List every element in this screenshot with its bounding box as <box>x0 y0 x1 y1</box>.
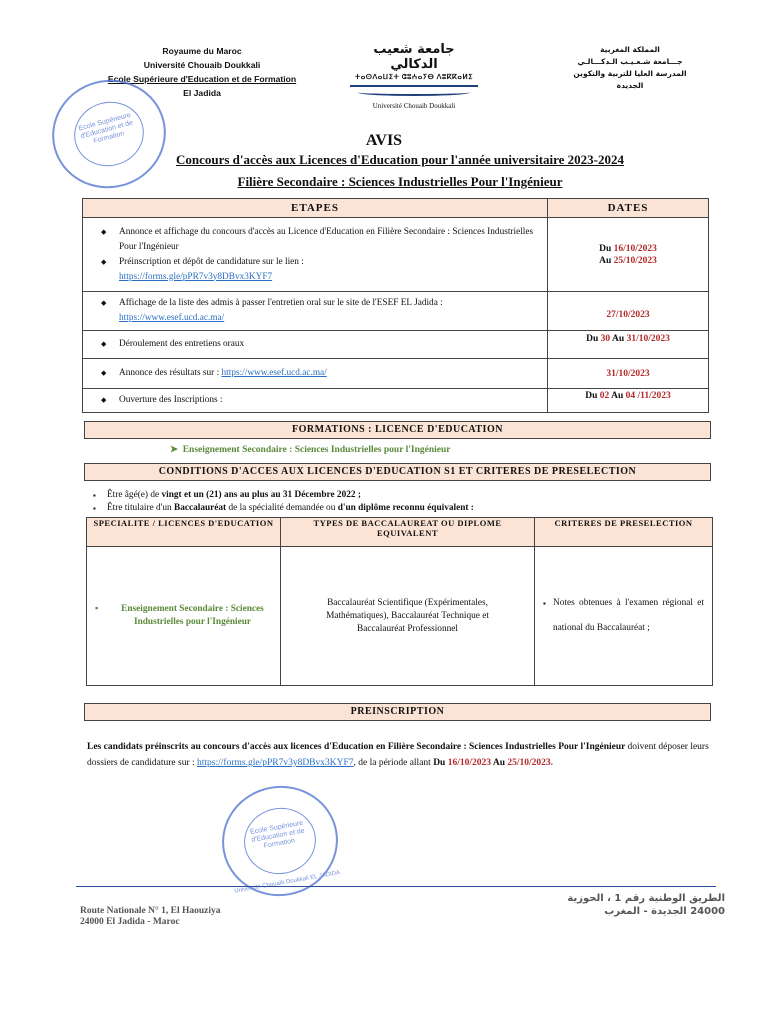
filiere-title: Filière Secondaire : Sciences Industrielles Pour l'Ingénieur <box>237 174 563 189</box>
table-row: ◆ Ouverture des Inscriptions : Du 02 Au 04 /11/2023 <box>83 389 709 413</box>
esef-link[interactable]: https://www.esef.ucd.ac.ma/ <box>119 313 225 323</box>
notice-title: AVIS <box>365 132 403 149</box>
header-french: Royaume du Maroc Université Chouaib Doukkali Ecole Supérieure d'Education et de Formation El Jadida <box>107 46 297 98</box>
table-row: ◆ Annonce des résultats sur : https://www.esef.ucd.ac.ma/ 31/10/2023 <box>83 359 709 389</box>
university-logo: جامعة شعيب الدكالي ⵜⴰⵙⴷⴰⵡⵉⵜ ⵛⵓⵄⴰⵢⴱ ⴷⵓⴽⴽⴰⵍⵉ Université Chouaib Doukkali <box>350 42 478 110</box>
table-row: ◆ Déroulement des entretiens oraux Du 30 Au 31/10/2023 <box>83 331 709 359</box>
preinscription-bar: PREINSCRIPTION <box>84 703 711 721</box>
formations-bar: FORMATIONS : LICENCE D'EDUCATION <box>84 421 711 439</box>
criteria-table: SPECIALITE / LICENCES D'EDUCATION TYPES DE BACCALAUREAT OU DIPLOME EQUIVALENT CRITERES DE PRESELECTION ▪ Enseignement Secondaire : Sciences Industrielles pour l'Ingénieur Baccalauréat Scientifique (Expérimentales, Mathématiques), Baccalauréat Technique et Baccalauréat Professionnel ▪ Notes obtenues à l'examen régional et national du Baccalauréat ; <box>86 517 713 686</box>
conditions-list <box>93 489 474 515</box>
forms-link-2[interactable]: https://forms.gle/pPR7v3y8DBvx3KYF7 <box>197 758 354 768</box>
formation-item: ➤ Enseignement Secondaire : Sciences Industrielles pour l'Ingénieur <box>170 445 451 455</box>
preinscription-text: Les candidats préinscrits au concours d'accès aux licences d'Education en Filière Secondaire : Sciences Industrielles Pour l'Ingénieur doivent déposer leurs dossiers de candidature sur : https://forms.gle/pPR7v3y8DBvx3KYF7, de la période allant Du 16/10/2023 Au 25/10/2023. <box>87 742 709 768</box>
table-row: ◆ Annonce et affichage du concours d'accès au Licence d'Education en Filière Secondaire : Sciences Industrielles Pour l'Ingénieur ◆ Préinscription et dépôt de candidature sur le lien : https://forms.gle/pPR7v3y8DBvx3KYF7 Du 16/10/2023 Au 25/10/2023 <box>83 218 709 292</box>
results-link[interactable]: https://www.esef.ucd.ac.ma/ <box>221 368 327 378</box>
school-stamp-top: Ecole Supérieure d'Education et de Formation <box>40 67 178 201</box>
header-arabic: المملكة المغربية جـــامعة شـعـيـب الـدكـــالـي المدرسة العليا للتربية والتكوين الجديدة <box>573 45 687 90</box>
school-stamp-bottom: Ecole Supérieure d'Education et de Formation Université Chouaib Doukkali EL JADIDA <box>213 777 346 905</box>
list-item: ▪ Être âgé(e) de vingt et un (21) ans au plus au 31 Décembre 2022 ; <box>93 489 474 502</box>
dates-header: DATES <box>548 199 709 218</box>
table-row: ▪ Enseignement Secondaire : Sciences Industrielles pour l'Ingénieur Baccalauréat Scientifique (Expérimentales, Mathématiques), Baccalauréat Technique et Baccalauréat Professionnel ▪ Notes obtenues à l'examen régional et national du Baccalauréat ; <box>87 547 713 686</box>
forms-link[interactable]: https://forms.gle/pPR7v3y8DBvx3KYF7 <box>119 271 273 282</box>
concours-title: Concours d'accès aux Licences d'Education pour l'année universitaire 2023-2024 <box>175 152 625 167</box>
footer-address-ar: الطريق الوطنية رقم 1 ، الحوزية 24000 الجديدة - المغرب <box>567 893 725 917</box>
footer-address-fr: Route Nationale N° 1, El Haouziya 24000 El Jadida - Maroc <box>80 906 221 927</box>
list-item: ▪ Être titulaire d'un Baccalauréat de la spécialité demandée ou d'un diplôme reconnu équivalent : <box>93 502 474 515</box>
conditions-bar: CONDITIONS D'ACCES AUX LICENCES D'EDUCATION S1 ET CRITERES DE PRESELECTION <box>84 463 711 481</box>
footer-divider <box>76 886 716 887</box>
table-row: ◆ Affichage de la liste des admis à passer l'entretien oral sur le site de l'ESEF EL Jadida : https://www.esef.ucd.ac.ma/ 27/10/2023 <box>83 292 709 331</box>
etapes-header: ETAPES <box>83 199 548 218</box>
etapes-table <box>82 198 709 413</box>
